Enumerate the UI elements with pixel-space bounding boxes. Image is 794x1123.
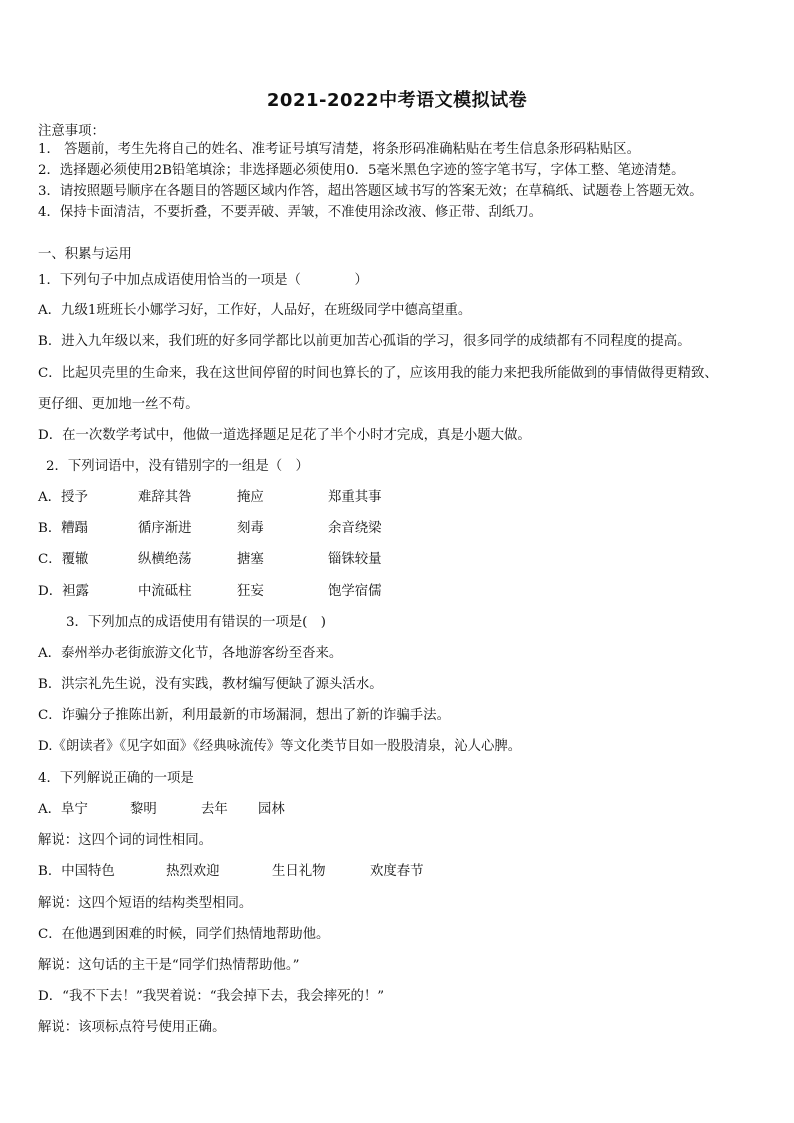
q2-c-word-4: 锱铢较量 <box>328 552 382 567</box>
q2-d-word-2: 中流砥柱 <box>138 584 192 599</box>
q1-option-c-cont: 更仔细、更加地一丝不苟。 <box>38 397 199 412</box>
q4-c-note: 解说：这句话的主干是“同学们热情帮助他。” <box>38 958 300 973</box>
q2-b-word-1: B．糟蹋 <box>38 521 89 536</box>
q4-a-note: 解说：这四个词的词性相同。 <box>38 833 213 848</box>
q3-option-c: C．诈骗分子推陈出新，利用最新的市场漏洞，想出了新的诈骗手法。 <box>38 708 450 723</box>
q4-a-word-3: 去年 <box>201 802 228 817</box>
q1-option-a: A．九级1班班长小娜学习好，工作好，人品好，在班级同学中德高望重。 <box>38 303 472 318</box>
exam-title: 2021-2022中考语文模拟试卷 <box>266 90 528 111</box>
q1-option-c: C．比起贝壳里的生命来，我在这世间停留的时间也算长的了，应该用我的能力来把我所能做到的事情做得更精致、 <box>38 366 718 381</box>
q2-stem: 2．下列词语中，没有错别字的一组是（ ） <box>46 459 309 474</box>
notice-heading: 注意事项： <box>38 124 105 139</box>
q3-option-d: D.《朗读者》《见字如面》《经典咏流传》等文化类节目如一股股清泉，沁人心脾。 <box>38 739 522 754</box>
q4-b-word-4: 欢度春节 <box>370 864 424 879</box>
q4-b-word-3: 生日礼物 <box>272 864 326 879</box>
q2-d-word-3: 狂妄 <box>237 584 264 599</box>
q4-a-word-1: A．阜宁 <box>38 802 88 817</box>
notice-item-2: 2．选择题必须使用2B铅笔填涂；非选择题必须使用0．5毫米黑色字迹的签字笔书写，字体工整、笔迹清楚。 <box>38 163 685 178</box>
notice-item-4: 4．保持卡面清洁，不要折叠，不要弄破、弄皱，不准使用涂改液、修正带、刮纸刀。 <box>38 205 542 220</box>
notice-item-1: 1． 答题前，考生先将自己的姓名、准考证号填写清楚，将条形码准确粘贴在考生信息条形码粘贴区。 <box>38 142 640 157</box>
q4-a-word-2: 黎明 <box>130 802 157 817</box>
q2-b-word-4: 余音绕梁 <box>328 521 382 536</box>
q2-a-word-1: A．授予 <box>38 490 88 505</box>
q2-c-word-1: C．覆辙 <box>38 552 89 567</box>
q4-stem: 4．下列解说正确的一项是 <box>38 771 194 786</box>
q2-d-word-1: D．袒露 <box>38 584 89 599</box>
q4-a-word-4: 园林 <box>258 802 285 817</box>
q4-option-c: C．在他遇到困难的时候，同学们热情地帮助他。 <box>38 927 330 942</box>
q2-b-word-2: 循序渐进 <box>138 521 192 536</box>
q4-option-d: D．“我不下去！”我哭着说：“我会掉下去，我会摔死的！” <box>38 989 385 1004</box>
q1-option-b: B．进入九年级以来，我们班的好多同学都比以前更加苦心孤诣的学习，很多同学的成绩都有不同程度的提高。 <box>38 334 691 349</box>
q2-c-word-3: 搪塞 <box>237 552 264 567</box>
q4-b-word-1: B．中国特色 <box>38 864 115 879</box>
q3-stem: 3．下列加点的成语使用有错误的一项是( ) <box>66 615 326 630</box>
q1-stem: 1．下列句子中加点成语使用恰当的一项是（ ） <box>38 273 368 288</box>
q4-b-word-2: 热烈欢迎 <box>166 864 220 879</box>
q1-option-d: D．在一次数学考试中，他做一道选择题足足花了半个小时才完成，真是小题大做。 <box>38 428 531 443</box>
q2-d-word-4: 饱学宿儒 <box>328 584 382 599</box>
q2-b-word-3: 刻毒 <box>237 521 264 536</box>
q2-a-word-4: 郑重其事 <box>328 490 382 505</box>
notice-item-3: 3．请按照题号顺序在各题目的答题区域内作答，超出答题区域书写的答案无效；在草稿纸、试题卷上答题无效。 <box>38 184 703 199</box>
q2-c-word-2: 纵横绝荡 <box>138 552 192 567</box>
q4-b-note: 解说：这四个短语的结构类型相同。 <box>38 896 253 911</box>
q3-option-a: A．泰州举办老街旅游文化节，各地游客纷至沓来。 <box>38 646 343 661</box>
q4-d-note: 解说：该项标点符号使用正确。 <box>38 1020 226 1035</box>
q2-a-word-2: 难辞其咎 <box>138 490 192 505</box>
q3-option-b: B．洪宗礼先生说，没有实践，教材编写便缺了源头活水。 <box>38 677 383 692</box>
section-heading: 一、积累与运用 <box>38 247 132 262</box>
q2-a-word-3: 掩应 <box>237 490 264 505</box>
